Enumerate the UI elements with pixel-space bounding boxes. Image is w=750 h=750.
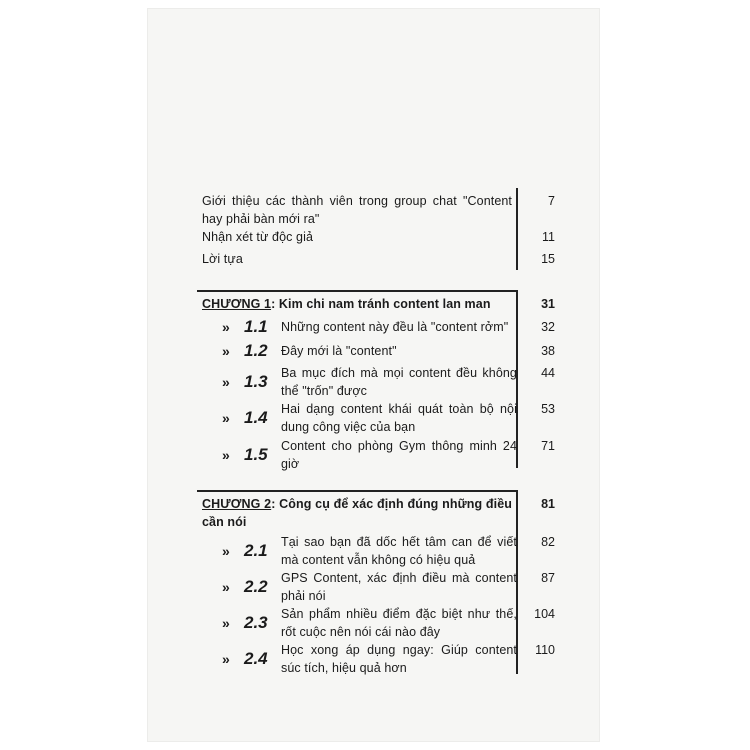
chapter-title: [202, 295, 512, 313]
section-2-1: [197, 533, 555, 569]
section-page: 32: [541, 320, 555, 334]
chapter-2-heading: [197, 495, 555, 531]
toc-entry-page: 7: [548, 194, 555, 208]
section-number: 2.2: [244, 577, 268, 596]
section-marker: »: [222, 579, 230, 595]
section-title: Học xong áp dụng ngay: Giúp content súc tích, hiệu quả hơn: [281, 643, 517, 675]
section-marker: »: [222, 319, 230, 335]
section-title: Ba mục đích mà mọi content đều không thể "trốn" được: [281, 366, 517, 398]
section-number: 2.4: [244, 649, 268, 668]
section-marker: »: [222, 374, 230, 390]
section-page: 110: [535, 643, 555, 657]
section-2-4: [197, 641, 555, 677]
toc-entry-intro-2: [197, 228, 555, 246]
section-1-4: [197, 400, 555, 436]
section-1-5: [197, 437, 555, 473]
section-1-3: [197, 364, 555, 400]
toc-entry-intro-3: [197, 250, 555, 268]
section-number: 1.4: [244, 408, 268, 427]
section-title: Hai dạng content khái quát toàn bộ nội dung công việc của bạn: [281, 402, 517, 434]
section-title: GPS Content, xác định điều mà content phải nói: [281, 571, 517, 603]
section-2-3: [197, 605, 555, 641]
section-title: Sản phẩm nhiều điểm đặc biệt như thế, rốt cuộc nên nói cái nào đây: [281, 607, 517, 639]
section-2-2: [197, 569, 555, 605]
chapter-label: CHƯƠNG 1: [202, 297, 272, 311]
section-1-2: [197, 342, 555, 360]
section-number: 1.3: [244, 372, 268, 391]
section-number: 2.1: [244, 541, 268, 560]
chapter-1-heading: [197, 295, 555, 313]
chapter-title: [202, 495, 512, 531]
toc-entry-page: 15: [541, 252, 555, 266]
section-number: 1.1: [244, 317, 268, 336]
section-marker: »: [222, 343, 230, 359]
chapter-1-rule: [197, 290, 517, 292]
section-title: Content cho phòng Gym thông minh 24 giờ: [281, 439, 517, 471]
toc-entry-page: 11: [542, 230, 555, 244]
section-number: 1.2: [244, 341, 268, 360]
section-page: 44: [541, 366, 555, 380]
toc-entry-title: Giới thiệu các thành viên trong group chat "Content hay phải bàn mới ra": [202, 194, 512, 226]
toc-entry-title: Nhận xét từ độc giả: [202, 230, 314, 244]
section-title: Đây mới là "content": [281, 344, 397, 358]
section-page: 38: [541, 344, 555, 358]
chapter-page: 31: [541, 297, 555, 311]
toc-entry-title: Lời tựa: [202, 252, 243, 266]
section-page: 71: [541, 439, 555, 453]
section-page: 82: [541, 535, 555, 549]
toc-entry-intro-1: [197, 192, 555, 228]
section-title: Những content này đều là "content rởm": [281, 320, 509, 334]
section-number: 1.5: [244, 445, 268, 464]
section-title: Tại sao bạn đã dốc hết tâm can để viết mà content vẫn không có hiệu quả: [281, 535, 517, 567]
chapter-page: 81: [541, 497, 555, 511]
section-marker: »: [222, 615, 230, 631]
chapter-name: : Kim chi nam tránh content lan man: [271, 297, 491, 311]
chapter-name: : Công cụ để xác định đúng những điều cần nói: [202, 497, 512, 529]
section-page: 87: [541, 571, 555, 585]
section-number: 2.3: [244, 613, 268, 632]
chapter-label: CHƯƠNG 2: [202, 497, 272, 511]
section-page: 53: [541, 402, 555, 416]
section-marker: »: [222, 651, 230, 667]
section-marker: »: [222, 447, 230, 463]
section-1-1: [197, 318, 555, 336]
section-marker: »: [222, 543, 230, 559]
section-page: 104: [534, 607, 555, 621]
chapter-2-rule: [197, 490, 517, 492]
section-marker: »: [222, 410, 230, 426]
